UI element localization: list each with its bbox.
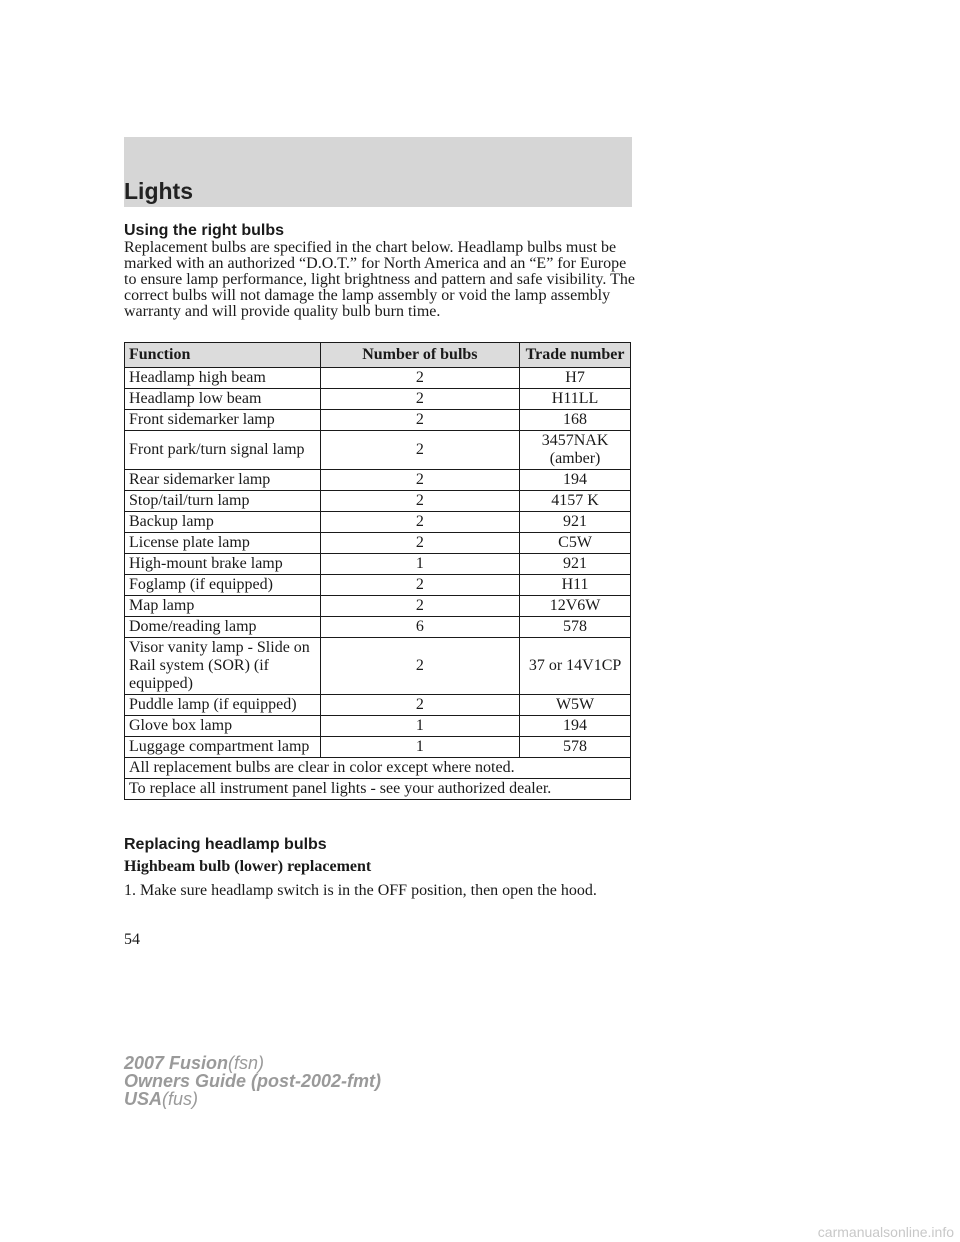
- count-cell: 2: [320, 575, 519, 596]
- table-note: All replacement bulbs are clear in color except where noted.: [125, 758, 631, 779]
- table-note: To replace all instrument panel lights - see your authorized dealer.: [125, 779, 631, 800]
- section-heading: Replacing headlamp bulbs: [124, 836, 327, 853]
- table-row: [125, 617, 631, 638]
- count-cell: 2: [320, 410, 519, 431]
- count-cell: 6: [320, 617, 519, 638]
- instruction-step: 1. Make sure headlamp switch is in the OFF position, then open the hood.: [124, 882, 597, 899]
- subsection-heading: Highbeam bulb (lower) replacement: [124, 858, 372, 875]
- table-row: [125, 512, 631, 533]
- footer-line: [124, 1090, 381, 1108]
- function-cell: Glove box lamp: [125, 716, 321, 737]
- page-number: 54: [124, 931, 140, 948]
- table-row: [125, 575, 631, 596]
- trade-number-cell: W5W: [520, 695, 631, 716]
- trade-number-cell: 37 or 14V1CP: [520, 638, 631, 695]
- watermark: carmanualsonline.info: [817, 1224, 954, 1240]
- trade-number-cell: 194: [520, 470, 631, 491]
- table-row: [125, 716, 631, 737]
- footer-model-code: (fsn): [228, 1053, 265, 1073]
- function-cell: Rear sidemarker lamp: [125, 470, 321, 491]
- trade-number-cell: 921: [520, 554, 631, 575]
- table-row: [125, 431, 631, 470]
- column-header-number-of-bulbs: Number of bulbs: [320, 343, 519, 368]
- count-cell: 2: [320, 533, 519, 554]
- section-header-band: [124, 137, 632, 207]
- intro-paragraph: Replacement bulbs are specified in the chart below. Headlamp bulbs must be marked with an authorized “D.O.T.” for North America and an “E” for Europe to ensure lamp performance, light brightness and pattern and safe visibility. The correct bulbs will not damage the lamp assembly or void the lamp assembly warranty and will provide quality bulb burn time.: [124, 239, 635, 320]
- trade-number-cell: 4157 K: [520, 491, 631, 512]
- trade-number-cell: H7: [520, 368, 631, 389]
- function-cell: Foglamp (if equipped): [125, 575, 321, 596]
- trade-number-cell: 194: [520, 716, 631, 737]
- section-heading: Using the right bulbs: [124, 222, 284, 239]
- table-row: [125, 368, 631, 389]
- count-cell: 2: [320, 368, 519, 389]
- section-header-title: Lights: [124, 178, 193, 204]
- function-cell: Front park/turn signal lamp: [125, 431, 321, 470]
- table-row: [125, 554, 631, 575]
- function-cell: Map lamp: [125, 596, 321, 617]
- table-note-row: [125, 758, 631, 779]
- table-note-row: [125, 779, 631, 800]
- count-cell: 1: [320, 716, 519, 737]
- function-cell: Puddle lamp (if equipped): [125, 695, 321, 716]
- footer-market: USA: [124, 1089, 163, 1109]
- function-cell: License plate lamp: [125, 533, 321, 554]
- count-cell: 2: [320, 470, 519, 491]
- trade-number-cell: 168: [520, 410, 631, 431]
- count-cell: 2: [320, 695, 519, 716]
- count-cell: 2: [320, 389, 519, 410]
- footer-line: [124, 1054, 381, 1072]
- function-cell: High-mount brake lamp: [125, 554, 321, 575]
- trade-number-cell: 921: [520, 512, 631, 533]
- count-cell: 1: [320, 554, 519, 575]
- footer-model: 2007 Fusion: [124, 1053, 229, 1073]
- footer-line: [124, 1072, 381, 1090]
- count-cell: 2: [320, 638, 519, 695]
- function-cell: Visor vanity lamp - Slide on Rail system (SOR) (if equipped): [125, 638, 321, 695]
- count-cell: 2: [320, 431, 519, 470]
- trade-number-cell: H11: [520, 575, 631, 596]
- function-cell: Stop/tail/turn lamp: [125, 491, 321, 512]
- function-cell: Headlamp high beam: [125, 368, 321, 389]
- trade-number-cell: 578: [520, 737, 631, 758]
- count-cell: 2: [320, 596, 519, 617]
- table-row: [125, 470, 631, 491]
- trade-number-cell: 3457NAK (amber): [520, 431, 631, 470]
- document-footer: [124, 1054, 381, 1108]
- table-row: [125, 533, 631, 554]
- column-header-trade-number: Trade number: [520, 343, 631, 368]
- count-cell: 2: [320, 491, 519, 512]
- table-header-row: [125, 343, 631, 368]
- function-cell: Backup lamp: [125, 512, 321, 533]
- bulb-table: [124, 342, 631, 800]
- footer-market-code: (fus): [162, 1089, 199, 1109]
- column-header-function: Function: [125, 343, 321, 368]
- function-cell: Headlamp low beam: [125, 389, 321, 410]
- table-row: [125, 410, 631, 431]
- table-row: [125, 638, 631, 695]
- trade-number-cell: H11LL: [520, 389, 631, 410]
- table-row: [125, 695, 631, 716]
- table-row: [125, 389, 631, 410]
- function-cell: Dome/reading lamp: [125, 617, 321, 638]
- function-cell: Luggage compartment lamp: [125, 737, 321, 758]
- function-cell: Front sidemarker lamp: [125, 410, 321, 431]
- footer-guide: Owners Guide (post-2002-fmt): [124, 1071, 382, 1091]
- trade-number-cell: 578: [520, 617, 631, 638]
- table-row: [125, 596, 631, 617]
- table-row: [125, 491, 631, 512]
- trade-number-cell: C5W: [520, 533, 631, 554]
- table-row: [125, 737, 631, 758]
- count-cell: 2: [320, 512, 519, 533]
- count-cell: 1: [320, 737, 519, 758]
- trade-number-cell: 12V6W: [520, 596, 631, 617]
